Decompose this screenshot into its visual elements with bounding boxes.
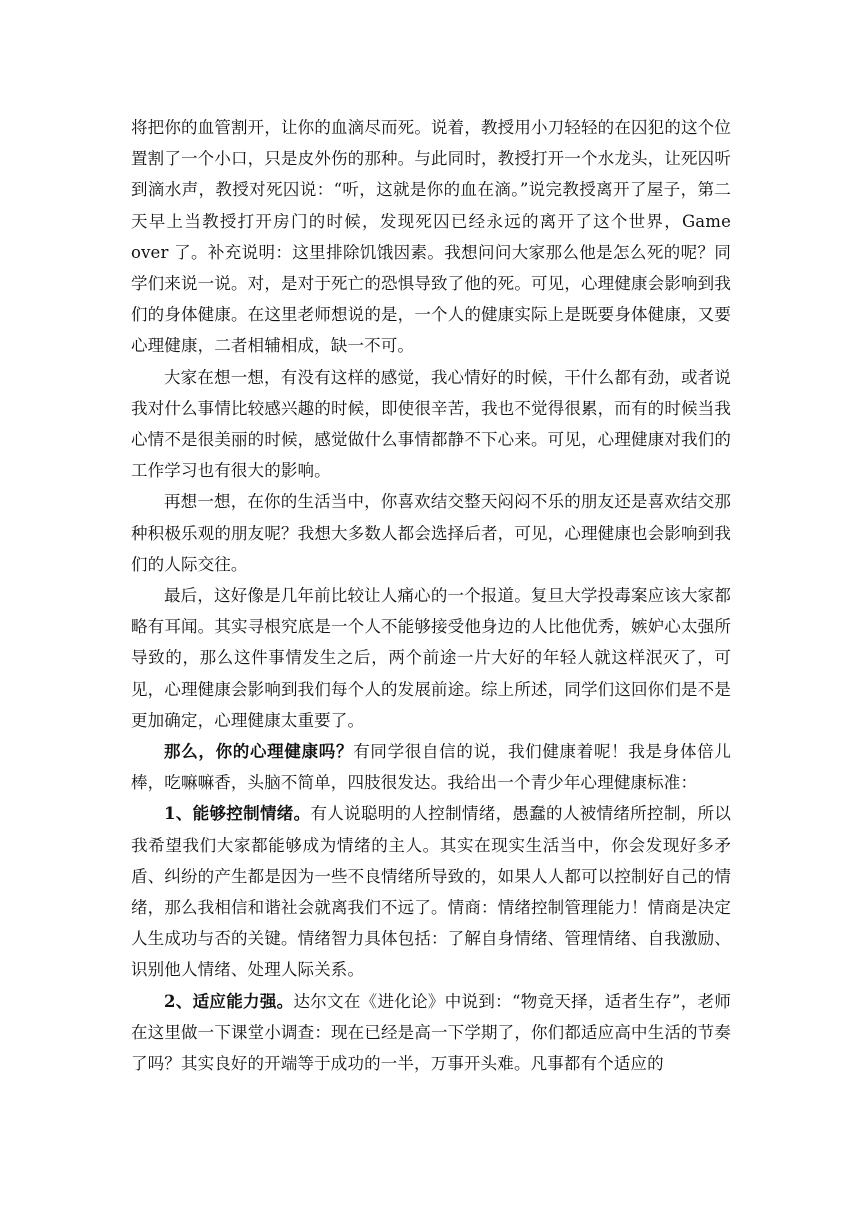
paragraph-5: [131, 736, 731, 798]
paragraph-text: 将把你的血管割开，让你的血滴尽而死。说着，教授用小刀轻轻的在囚犯的这个位置割了一个小口，只是皮外伤的那种。与此同时，教授打开一个水龙头，让死囚听到滴水声，教授对死囚说：“听，这就是你的血在滴。”说完教授离开了屋子，第二天早上当教授打开房门的时候，发现死囚已经永远的离开了这个世界，Game over 了。补充说明：这里排除饥饿因素。我想问问大家那么他是怎么死的呢？同学们来说一说。对，是对于死亡的恐惧导致了他的死。可见，心理健康会影响到我们的身体健康。在这里老师想说的是，一个人的健康实际上是既要身体健康，又要心理健康，二者相辅相成，缺一不可。: [131, 118, 731, 356]
paragraph-text: 大家在想一想，有没有这样的感觉，我心情好的时候，干什么都有劲，或者说我对什么事情比较感兴趣的时候，即使很辛苦，我也不觉得很累，而有的时候当我心情不是很美丽的时候，感觉做什么事情都静不下心来。可见，心理健康对我们的工作学习也有很大的影响。: [131, 367, 731, 481]
paragraph-text: 有同学很自信的说，我们健康着呢！我是身体倍儿棒，吃嘛嘛香，头脑不简单，四肢很发达。我给出一个青少年心理健康标准：: [131, 742, 731, 793]
paragraph-4: [131, 580, 731, 736]
paragraph-lead-bold: 2、适应能力强。: [164, 991, 294, 1011]
paragraph-3: [131, 486, 731, 580]
paragraph-lead-bold: 那么，你的心理健康吗？: [164, 742, 354, 762]
paragraph-1: [131, 112, 731, 362]
paragraph-lead-bold: 1、能够控制情绪。: [164, 804, 311, 824]
paragraph-7: [131, 986, 731, 1080]
paragraph-text: 最后，这好像是几年前比较让人痛心的一个报道。复旦大学投毒案应该大家都略有耳闻。其实寻根究底是一个人不能够接受他身边的人比他优秀，嫉妒心太强所导致的，那么这件事情发生之后，两个前途一片大好的年轻人就这样泯灭了，可见，心理健康会影响到我们每个人的发展前途。综上所述，同学们这回你们是不是更加确定，心理健康太重要了。: [131, 586, 731, 730]
paragraph-text: 有人说聪明的人控制情绪，愚蠢的人被情绪所控制，所以我希望我们大家都能够成为情绪的主人。其实在现实生活当中，你会发现好多矛盾、纠纷的产生都是因为一些不良情绪所导致的，如果人人都可以控制好自己的情绪，那么我相信和谐社会就离我们不远了。情商：情绪控制管理能力！情商是决定人生成功与否的关键。情绪智力具体包括：了解自身情绪、管理情绪、自我激励、识别他人情绪、处理人际关系。: [131, 804, 731, 980]
paragraph-text: 达尔文在《进化论》中说到：“物竞天择，适者生存”，老师在这里做一下课堂小调查：现在已经是高一下学期了，你们都适应高中生活的节奏了吗？其实良好的开端等于成功的一半，万事开头难。凡事都有个适应的: [131, 991, 731, 1074]
paragraph-2: [131, 362, 731, 487]
paragraph-6: [131, 798, 731, 985]
document-body: [131, 112, 731, 1079]
paragraph-text: 再想一想，在你的生活当中，你喜欢结交整天闷闷不乐的朋友还是喜欢结交那种积极乐观的朋友呢？我想大多数人都会选择后者，可见，心理健康也会影响到我们的人际交往。: [131, 492, 731, 574]
